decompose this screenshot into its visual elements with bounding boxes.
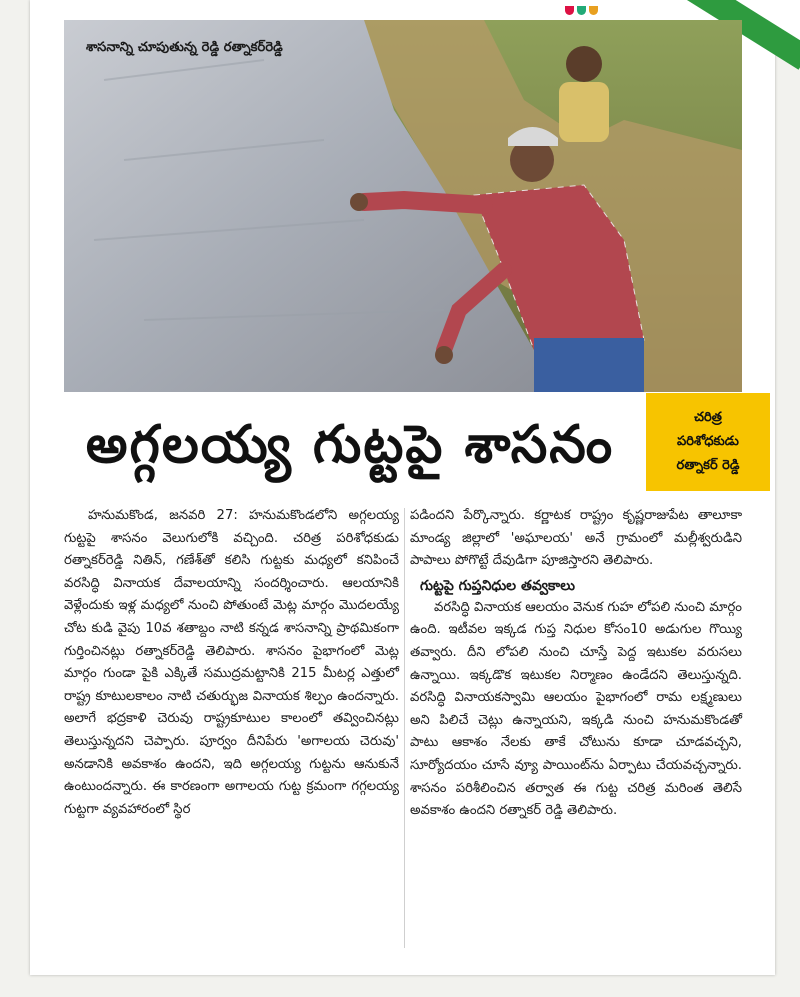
article-paragraph: వరసిద్ధి వినాయక ఆలయం వెనుక గుహ లోపలి నుంచి మార్గం ఉంది. ఇటీవల ఇక్కడ గుప్త నిధుల కోసం10 అడుగుల గొయ్యి తవ్వారు. దీని లోపలి నుంచి చూస్తే పెద్ద ఇటుకల వరుసలు ఉన్నాయి. ఇక్కడొక ఇటుకల నిర్మాణం ఉండేదని తెలుస్తున్నది. వరసిద్ధి వినాయకస్వామి ఆలయం పైభాగంలో రామ లక్ష్మణులు అని పిలిచే చెట్లు ఉన్నాయని, ఇక్కడి నుంచి హనుమకొండతో పాటు ఆకాశం నేలకు తాకే చోటును కూడా చూడవచ్చని, సూర్యోదయం చూసే వ్యూ పాయింట్‌ను ఏర్పాటు చేయవచ్చన్నారు. శాసనం పరిశీలించిన తర్వాత ఈ గుట్ట చరిత్ర మరింత తెలిసే అవకాశం ఉందని రత్నాకర్ రెడ్డి తెలిపారు. bbox=[410, 599, 742, 819]
photo-caption: శాసనాన్ని చూపుతున్న రెడ్డి రత్నాకర్‌రెడ్డి bbox=[86, 40, 283, 55]
article-column-right bbox=[410, 505, 742, 823]
article-photo bbox=[64, 20, 742, 392]
sidebox-line-2: పరిశోధకుడు bbox=[677, 434, 739, 449]
masthead-dots bbox=[565, 0, 615, 10]
article-column-left bbox=[64, 505, 399, 821]
article-paragraph: హనుమకొండ, జనవరి 27: హనుమకొండలోని అగ్గలయ్య గుట్టపై శాసనం వెలుగులోకి వచ్చింది. చరిత్ర పరిశోధకుడు రత్నాకర్‌రెడ్డి నితిన్, గణేశ్‌తో కలిసి గుట్టకు మధ్యలో కనిపించే వరసిద్ధి వినాయక దేవాలయాన్ని సందర్శించారు. ఆలయానికి వెళ్లేందుకు ఇళ్ల మధ్యలో నుంచి పోతుంటే మెట్ల మార్గం మొదలయ్యే చోట కుడి వైపు 10వ శతాబ్దం నాటి కన్నడ శాసనాన్ని ప్రాథమికంగా గుర్తించినట్లు రత్నాకర్‌రెడ్డి తెలిపారు. శాసనం పైభాగంలో మెట్ల మార్గం గుండా పైకి ఎక్కితే సముద్రమట్టానికి 215 మీటర్ల ఎత్తులో రాష్ట్ర కూటులకాలం నాటి చతుర్భుజ వినాయక శిల్పం ఉందన్నారు. అలాగే భద్రకాళి చెరువు రాష్ట్రకూటుల కాలంలో తవ్వించినట్లు తెలుస్తున్నదని చెప్పారు. పూర్వం దీనిపేరు 'అగాలయ చెరువు' అనడానికి అవకాశం ఉందని, ఇది అగ్గలయ్య గుట్టను ఆనుకునే ఉంటుందన్నారు. ఈ కారణంగా అగాలయ గుట్ట క్రమంగా గగ్గలయ్య గుట్టగా వ్యవహారంలో స్థిర bbox=[64, 508, 399, 817]
sidebox-line-1: చరిత్ర bbox=[694, 410, 722, 425]
article-subheading: గుట్టపై గుప్తనిధుల తవ్వకాలు bbox=[420, 577, 575, 594]
sidebox-line-3: రత్నాకర్ రెడ్డి bbox=[676, 458, 740, 473]
article-paragraph-continued: పడిందని పేర్కొన్నారు. కర్ణాటక రాష్ట్రం కృష్ణరాజుపేట తాలూకా మాండ్య జిల్లాలో 'అఘాలయ' అనే గ్రామంలో మల్లీశ్వరుడిని పాపాలు పోగొట్టే దేవుడిగా పూజిస్తారని తెలిపారు. bbox=[410, 508, 742, 569]
column-divider bbox=[404, 508, 405, 948]
headline: అగ్గలయ్య గుట్టపై శాసనం bbox=[85, 415, 615, 475]
researcher-sidebox bbox=[646, 393, 770, 491]
photo-illustration bbox=[64, 20, 742, 392]
